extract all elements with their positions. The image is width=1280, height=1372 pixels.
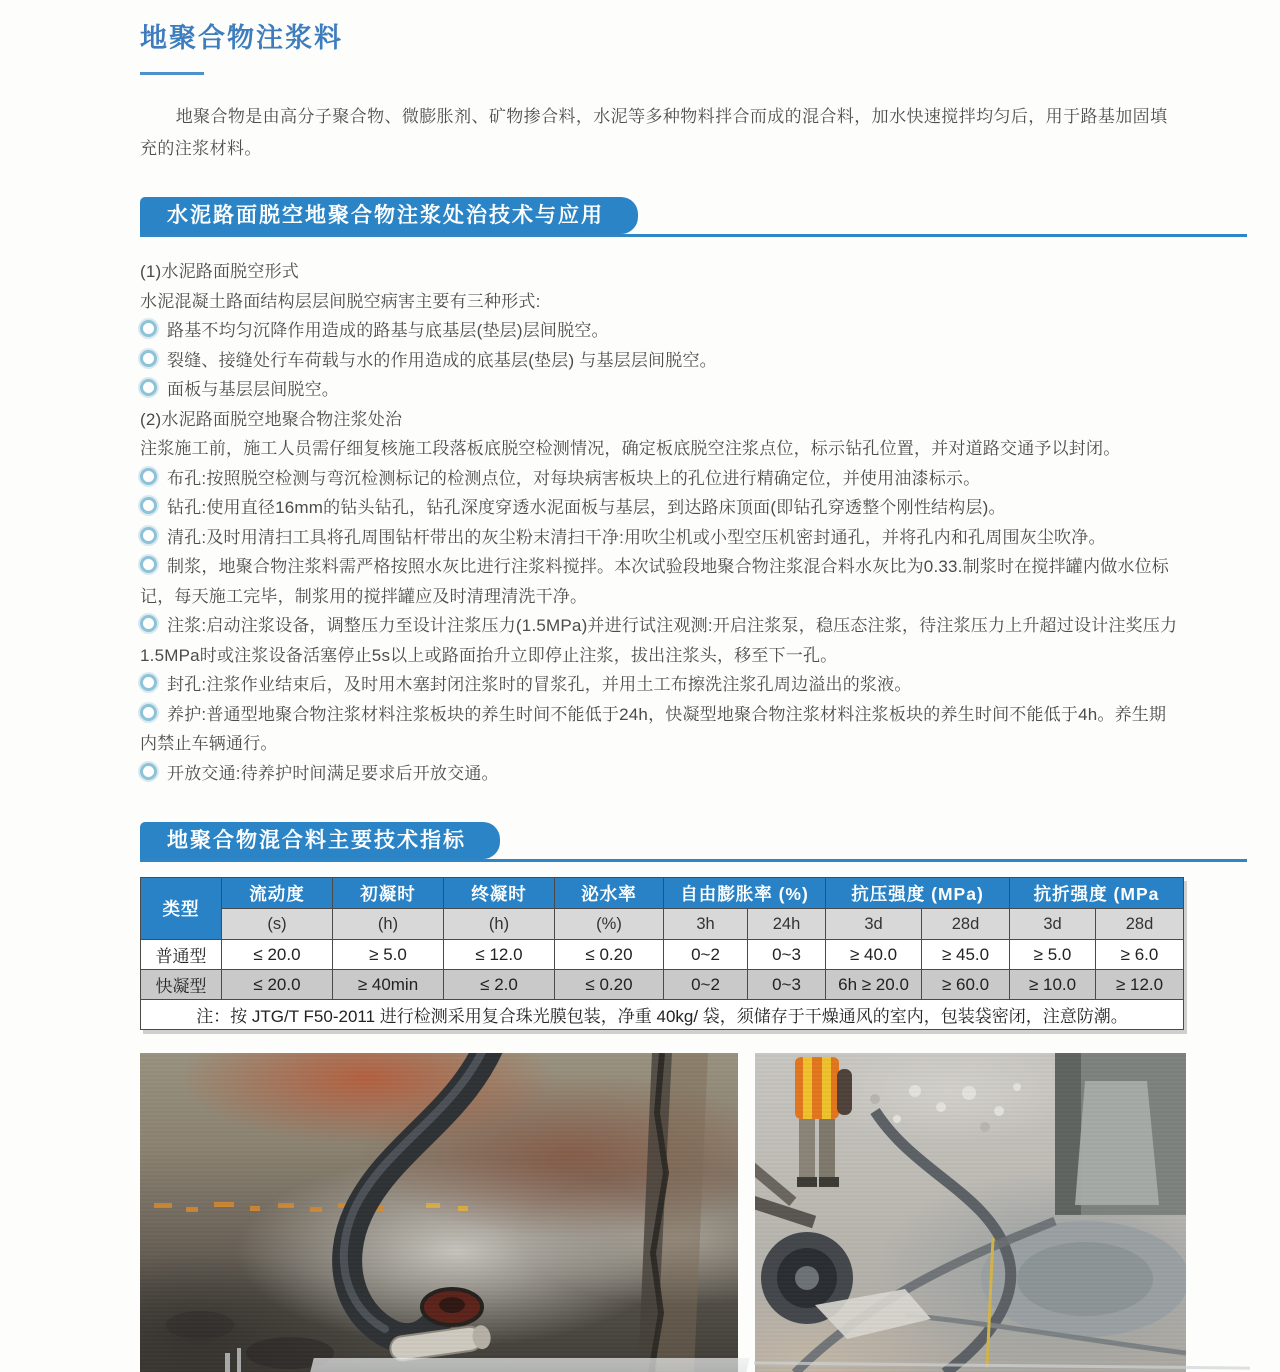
site-photo-art xyxy=(755,1053,1186,1372)
table-cell: ≥ 60.0 xyxy=(922,970,1010,1000)
text-line: 注浆施工前，施工人员需仔细复核施工段落板底脱空检测情况，确定板底脱空注浆点位，标示钻孔位置，并对道路交通予以封闭。 xyxy=(140,439,1121,458)
section1-banner-row xyxy=(140,197,1247,237)
table-row xyxy=(141,940,1184,970)
table-col-header: 抗压强度 (MPa) xyxy=(826,878,1010,909)
table-cell: ≥ 6.0 xyxy=(1096,940,1184,970)
bullet-item: 清孔:及时用清扫工具将孔周围钻杆带出的灰尘粉末清扫干净:用吹尘机或小型空压机密封通孔，并将孔内和孔周围灰尘吹净。 xyxy=(140,523,1183,553)
spec-table-body xyxy=(141,940,1184,1030)
table-subheader: 3d xyxy=(1010,909,1096,940)
table-col-header: 抗折强度 (MPa xyxy=(1010,878,1184,909)
table-cell: ≤ 0.20 xyxy=(555,970,664,1000)
bullet-item: 面板与基层层间脱空。 xyxy=(140,375,1183,405)
section2-banner-row xyxy=(140,822,1247,862)
table-col-header: 泌水率 xyxy=(555,878,664,909)
ring-bullet-icon xyxy=(140,350,157,367)
table-cell: ≥ 10.0 xyxy=(1010,970,1096,1000)
table-cell: 6h ≥ 20.0 xyxy=(826,970,922,1000)
photo-grouting-site-operation xyxy=(755,1053,1186,1372)
table-subheader: (%) xyxy=(555,909,664,940)
bullet-item: 路基不均匀沉降作用造成的路基与底基层(垫层)层间脱空。 xyxy=(140,316,1183,346)
text-line: (1)水泥路面脱空形式 xyxy=(140,262,299,281)
ring-bullet-icon xyxy=(140,763,157,780)
table-col-header: 自由膨胀率 (%) xyxy=(664,878,826,909)
bullet-item: 注浆:启动注浆设备，调整压力至设计注浆压力(1.5MPa)并进行试注观测:开启注浆泵，稳压态注浆，待注浆压力上升超过设计注奖压力1.5MPa时或注浆设备活塞停止5s以上或路面抬升立即停止注浆，拔出注浆头，移至下一孔。 xyxy=(140,616,1178,665)
text-line: 水泥混凝土路面结构层层间脱空病害主要有三种形式: xyxy=(140,291,541,311)
ring-bullet-icon xyxy=(140,674,157,691)
table-cell: ≥ 40min xyxy=(333,970,444,1000)
pavement-photo-art xyxy=(140,1053,738,1372)
table-cell: ≥ 40.0 xyxy=(826,940,922,970)
section2-title: 地聚合物混合料主要技术指标 xyxy=(167,829,466,852)
bullet-item: 制浆，地聚合物注浆料需严格按照水灰比进行注浆料搅拌。本次试验段地聚合物注浆混合料水灰比为0.33.制浆时在搅拌罐内做水位标记，每天施工完毕，制浆用的搅拌罐应及时清理清洗干净。 xyxy=(140,557,1170,606)
table-subheader: (h) xyxy=(444,909,555,940)
table-note: 注：按 JTG/T F50-2011 进行检测采用复合珠光膜包装，净重 40kg/ 袋，须储存于干燥通风的室内，包装袋密闭，注意防潮。 xyxy=(141,1000,1184,1030)
bullet-item: 钻孔:使用直径16mm的钻头钻孔，钻孔深度穿透水泥面板与基层，到达路床顶面(即钻孔穿透整个刚性结构层)。 xyxy=(140,493,1183,523)
table-cell: ≥ 5.0 xyxy=(1010,940,1096,970)
section1-banner xyxy=(140,197,638,234)
table-cell: 0~2 xyxy=(664,940,748,970)
table-cell: ≥ 45.0 xyxy=(922,940,1010,970)
table-cell: ≤ 20.0 xyxy=(222,970,333,1000)
table-cell: ≥ 5.0 xyxy=(333,940,444,970)
table-subheader: 3d xyxy=(826,909,922,940)
ring-bullet-icon xyxy=(140,379,157,396)
ring-bullet-icon xyxy=(140,468,157,485)
spec-table xyxy=(140,877,1184,1030)
ring-bullet-icon xyxy=(140,615,157,632)
ring-bullet-icon xyxy=(140,704,157,721)
rubble xyxy=(870,1083,1021,1132)
bullet-item: 裂缝、接缝处行车荷载与水的作用造成的底基层(垫层) 与基层层间脱空。 xyxy=(140,346,1183,376)
paint-marks xyxy=(154,1202,468,1212)
page-title: 地聚合物注浆料 xyxy=(140,23,343,53)
table-cell: 0~3 xyxy=(748,940,826,970)
text-line: (2)水泥路面脱空地聚合物注浆处治 xyxy=(140,409,403,429)
section1-title: 水泥路面脱空地聚合物注浆处治技术与应用 xyxy=(167,204,604,227)
title-underline xyxy=(140,72,204,75)
worker xyxy=(795,1057,852,1187)
table-cell: ≤ 2.0 xyxy=(444,970,555,1000)
table-subheader: (h) xyxy=(333,909,444,940)
spec-table-head xyxy=(141,878,1184,940)
table-row xyxy=(141,970,1184,1000)
intro-paragraph: 地聚合物是由高分子聚合物、微膨胀剂、矿物掺合料，水泥等多种物料拌合而成的混合料，加水快速搅拌均匀后，用于路基加固填充的注浆材料。 xyxy=(140,107,1168,158)
content-column xyxy=(140,0,1183,1372)
photo-row xyxy=(140,1053,1183,1372)
table-cell: 0~3 xyxy=(748,970,826,1000)
table-col-header: 类型 xyxy=(141,878,222,940)
ring-bullet-icon xyxy=(140,320,157,337)
ring-bullet-icon xyxy=(140,556,157,573)
table-col-header: 流动度 xyxy=(222,878,333,909)
table-subheader: 3h xyxy=(664,909,748,940)
hose-1 xyxy=(875,1111,1011,1372)
table-col-header: 初凝时 xyxy=(333,878,444,909)
bullet-item: 布孔:按照脱空检测与弯沉检测标记的检测点位，对每块病害板块上的孔位进行精确定位，并使用油漆标示。 xyxy=(140,464,1183,494)
table-subheader: 28d xyxy=(1096,909,1184,940)
bullet-item: 养护:普通型地聚合物注浆材料注浆板块的养生时间不能低于24h，快凝型地聚合物注浆材料注浆板块的养生时间不能低于4h。养生期内禁止车辆通行。 xyxy=(140,704,1167,753)
table-subheader: (s) xyxy=(222,909,333,940)
photo-grouting-hose-on-pavement xyxy=(140,1053,738,1372)
table-cell: ≤ 20.0 xyxy=(222,940,333,970)
bullet-item: 封孔:注浆作业结束后，及时用木塞封闭注浆时的冒浆孔，并用土工布擦洗注浆孔周边溢出的浆液。 xyxy=(140,670,1183,700)
table-col-header: 终凝时 xyxy=(444,878,555,909)
ring-bullet-icon xyxy=(140,497,157,514)
table-cell: ≤ 0.20 xyxy=(555,940,664,970)
bullet-item: 开放交通:待养护时间满足要求后开放交通。 xyxy=(140,759,1183,789)
table-cell: ≥ 12.0 xyxy=(1096,970,1184,1000)
row-type-cell: 普通型 xyxy=(141,940,222,970)
table-cell: 0~2 xyxy=(664,970,748,1000)
section1-body xyxy=(140,257,1183,788)
table-cell: ≤ 12.0 xyxy=(444,940,555,970)
table-subheader: 28d xyxy=(922,909,1010,940)
section2-banner xyxy=(140,822,500,859)
ring-bullet-icon xyxy=(140,527,157,544)
table-subheader: 24h xyxy=(748,909,826,940)
row-type-cell: 快凝型 xyxy=(141,970,222,1000)
